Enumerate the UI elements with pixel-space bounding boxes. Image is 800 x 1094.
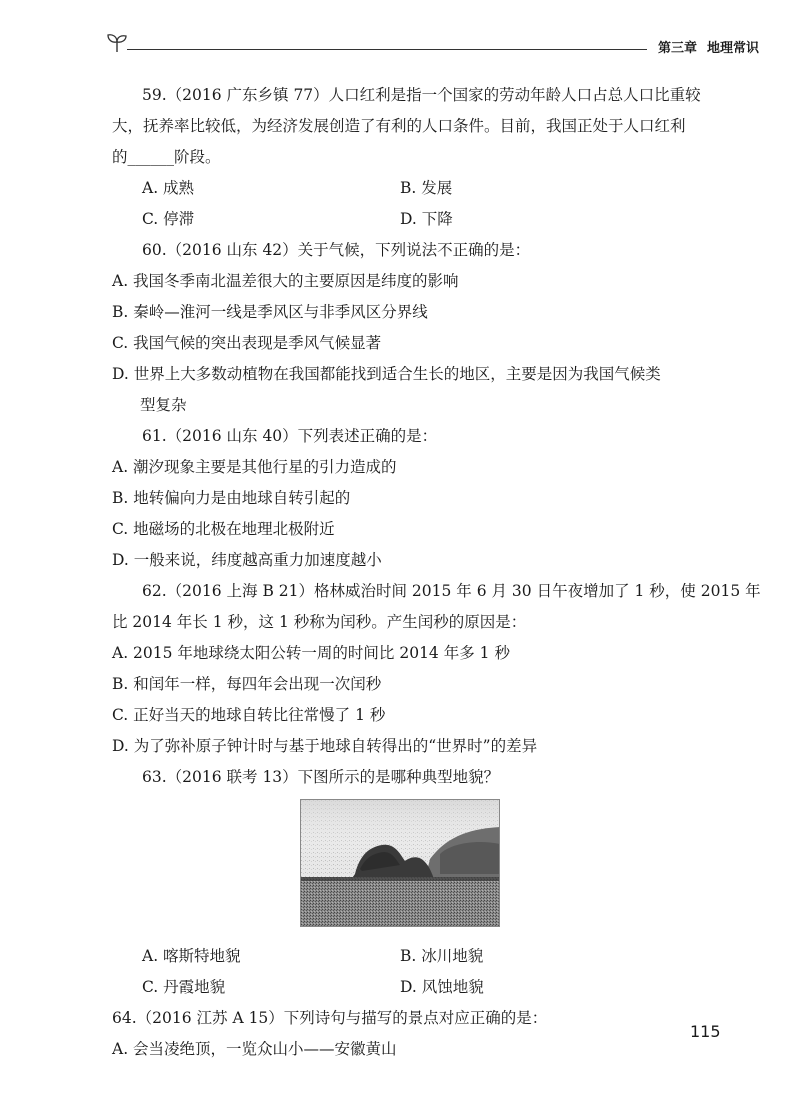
option-d: D. 为了弥补原子钟计时与基于地球自转得出的“世界时”的差异 xyxy=(112,737,538,755)
option-c: C. 地磁场的北极在地理北极附近 xyxy=(112,520,335,538)
chapter-title xyxy=(658,37,760,57)
question-stem: 60.（2016 山东 42）关于气候，下列说法不正确的是： xyxy=(142,241,531,259)
option-b: B. 冰川地貌 xyxy=(400,947,484,965)
figure-wrapper xyxy=(112,793,694,941)
option-c: C. 停滞 xyxy=(142,210,195,228)
question-60 xyxy=(112,235,694,421)
question-stem-cont: 的______阶段。 xyxy=(112,148,221,166)
question-stem: 64.（2016 江苏 A 15）下列诗句与描写的景点对应正确的是： xyxy=(112,1009,548,1027)
option-d-cont: 型复杂 xyxy=(140,396,187,414)
page-header xyxy=(105,30,760,60)
question-stem-cont: 大，抚养率比较低，为经济发展创造了有利的人口条件。目前，我国正处于人口红利 xyxy=(112,117,686,135)
question-59 xyxy=(112,80,701,235)
option-a: A. 喀斯特地貌 xyxy=(142,947,241,965)
option-d: D. 风蚀地貌 xyxy=(400,978,484,996)
question-61 xyxy=(112,421,694,576)
question-63 xyxy=(112,762,694,1003)
option-b: B. 发展 xyxy=(400,179,453,197)
option-a: A. 我国冬季南北温差很大的主要原因是纬度的影响 xyxy=(112,272,459,290)
option-a: A. 潮汐现象主要是其他行星的引力造成的 xyxy=(112,458,397,476)
option-c: C. 我国气候的突出表现是季风气候显著 xyxy=(112,334,382,352)
question-stem: 62.（2016 上海 B 21）格林威治时间 2015 年 6 月 30 日午夜增加了 1 秒，使 2015 年 xyxy=(142,582,761,600)
question-62 xyxy=(112,576,761,762)
question-64 xyxy=(112,1003,694,1065)
option-a: A. 会当凌绝顶，一览众山小——安徽黄山 xyxy=(112,1040,397,1058)
option-row xyxy=(112,204,694,235)
chapter-number: 第三章 xyxy=(658,41,698,56)
option-d: D. 世界上大多数动植物在我国都能找到适合生长的地区，主要是因为我国气候类 xyxy=(112,365,661,383)
option-b: B. 地转偏向力是由地球自转引起的 xyxy=(112,489,351,507)
option-b: B. 秦岭—淮河一线是季风区与非季风区分界线 xyxy=(112,303,428,321)
option-c: C. 丹霞地貌 xyxy=(142,978,226,996)
option-a: A. 2015 年地球绕太阳公转一周的时间比 2014 年多 1 秒 xyxy=(112,644,510,662)
question-stem: 61.（2016 山东 40）下列表述正确的是： xyxy=(142,427,438,445)
question-stem-cont: 比 2014 年长 1 秒，这 1 秒称为闰秒。产生闰秒的原因是： xyxy=(112,613,527,631)
sprout-icon xyxy=(105,30,129,54)
question-stem: 63.（2016 联考 13）下图所示的是哪种典型地貌？ xyxy=(142,768,500,786)
option-row xyxy=(112,972,694,1003)
option-row xyxy=(112,173,694,204)
page-number: 115 xyxy=(690,1022,721,1041)
option-b: B. 和闰年一样，每四年会出现一次闰秒 xyxy=(112,675,382,693)
option-row xyxy=(112,941,694,972)
option-d: D. 下降 xyxy=(400,210,453,228)
option-a: A. 成熟 xyxy=(142,179,195,197)
option-d: D. 一般来说，纬度越高重力加速度越小 xyxy=(112,551,382,569)
header-rule-left xyxy=(127,49,647,50)
landform-photo xyxy=(300,799,500,927)
chapter-section: 地理常识 xyxy=(707,41,760,56)
question-stem: 59.（2016 广东乡镇 77）人口红利是指一个国家的劳动年龄人口占总人口比重较 xyxy=(142,86,701,104)
option-c: C. 正好当天的地球自转比往常慢了 1 秒 xyxy=(112,706,386,724)
